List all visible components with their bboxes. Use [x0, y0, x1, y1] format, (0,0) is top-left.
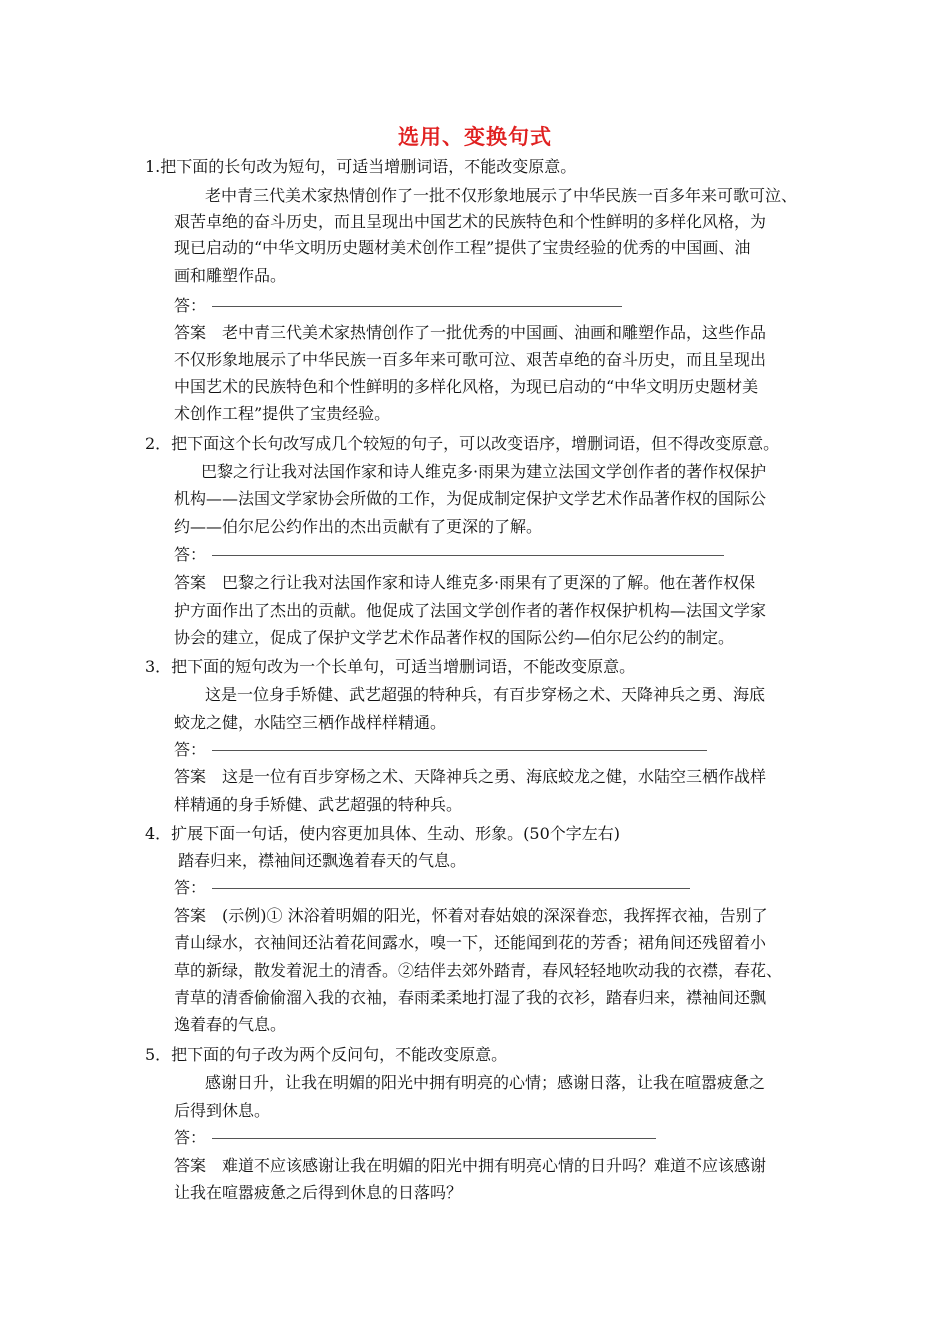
answer-blank-line[interactable]: [212, 1138, 656, 1139]
question-5-answer-line: 让我在喧嚣疲惫之后得到休息的日落吗？: [174, 1183, 463, 1202]
question-2-answer-line: 护方面作出了杰出的贡献。他促成了法国文学创作者的著作权保护机构—法国文学家: [174, 601, 767, 620]
question-2-answer-field[interactable]: [174, 545, 724, 565]
answer-prompt: 答：: [174, 296, 207, 315]
question-5-text-line: 感谢日升，让我在明媚的阳光中拥有明亮的心情；感谢日落，让我在喧嚣疲惫之: [205, 1073, 766, 1092]
question-1-text-line: 现已启动的“中华文明历史题材美术创作工程”提供了宝贵经验的优秀的中国画、油: [174, 238, 751, 257]
question-1-text-line: 老中青三代美术家热情创作了一批不仅形象地展示了中华民族一百多年来可歌可泣、: [205, 186, 798, 205]
question-4-answer-line: 答案 (示例)① 沐浴着明媚的阳光，怀着对春姑娘的深深眷恋，我挥挥衣袖，告别了: [174, 906, 768, 925]
answer-prompt: 答：: [174, 1128, 207, 1147]
question-1-text-line: 画和雕塑作品。: [174, 266, 287, 285]
question-5-stem: 5．把下面的句子改为两个反问句，不能改变原意。: [145, 1045, 508, 1064]
question-1-answer-line: 不仅形象地展示了中华民族一百多年来可歌可泣、艰苦卓绝的奋斗历史，而且呈现出: [174, 350, 767, 369]
answer-blank-line[interactable]: [212, 888, 690, 889]
question-1-answer-field[interactable]: [174, 296, 622, 316]
question-2-answer-line: 答案 巴黎之行让我对法国作家和诗人维克多·雨果有了更深的了解。他在著作权保: [174, 573, 756, 592]
question-3-answer-line: 样精通的身手矫健、武艺超强的特种兵。: [174, 795, 463, 814]
answer-prompt: 答：: [174, 878, 207, 897]
question-5-answer-field[interactable]: [174, 1128, 656, 1148]
question-3-text-line: 这是一位身手矫健、武艺超强的特种兵，有百步穿杨之术、天降神兵之勇、海底: [205, 685, 766, 704]
question-2-answer-line: 协会的建立，促成了保护文学艺术作品著作权的国际公约—伯尔尼公约的制定。: [174, 628, 735, 647]
question-1-answer-line: 术创作工程”提供了宝贵经验。: [174, 404, 391, 423]
question-1-stem: 1.把下面的长句改为短句，可适当增删词语，不能改变原意。: [145, 157, 577, 176]
question-4-answer-line: 青草的清香偷偷溜入我的衣袖，春雨柔柔地打湿了我的衣衫，踏春归来，襟袖间还飘: [174, 988, 767, 1007]
question-5-answer-line: 答案 难道不应该感谢让我在明媚的阳光中拥有明亮心情的日升吗？难道不应该感谢: [174, 1156, 767, 1175]
question-4-answer-field[interactable]: [174, 878, 690, 898]
question-2-text-line: 巴黎之行让我对法国作家和诗人维克多·雨果为建立法国文学创作者的著作权保护: [201, 462, 767, 481]
answer-blank-line[interactable]: [212, 750, 707, 751]
question-4-answer-line: 逸着春的气息。: [174, 1015, 287, 1034]
page-title: 选用、变换句式: [398, 124, 552, 149]
question-2-stem: 2．把下面这个长句改写成几个较短的句子，可以改变语序，增删词语，但不得改变原意。: [145, 434, 780, 453]
question-4-text-line: 踏春归来，襟袖间还飘逸着春天的气息。: [178, 851, 467, 870]
question-2-text-line: 约——伯尔尼公约作出的杰出贡献有了更深的了解。: [174, 517, 543, 536]
question-4-answer-line: 草的新绿，散发着泥土的清香。②结伴去郊外踏青，春风轻轻地吹动我的衣襟，春花、: [174, 961, 783, 980]
question-1-answer-line: 中国艺术的民族特色和个性鲜明的多样化风格，为现已启动的“中华文明历史题材美: [174, 377, 759, 396]
question-2-text-line: 机构——法国文学家协会所做的工作，为促成制定保护文学艺术作品著作权的国际公: [174, 489, 767, 508]
question-1-answer-line: 答案 老中青三代美术家热情创作了一批优秀的中国画、油画和雕塑作品，这些作品: [174, 323, 767, 342]
question-3-stem: 3．把下面的短句改为一个长单句，可适当增删词语，不能改变原意。: [145, 657, 636, 676]
answer-blank-line[interactable]: [212, 306, 622, 307]
question-3-answer-line: 答案 这是一位有百步穿杨之术、天降神兵之勇、海底蛟龙之健，水陆空三栖作战样: [174, 767, 767, 786]
question-5-text-line: 后得到休息。: [174, 1101, 271, 1120]
answer-prompt: 答：: [174, 740, 207, 759]
question-4-answer-line: 青山绿水，衣袖间还沾着花间露水，嗅一下，还能闻到花的芳香；裙角间还残留着小: [174, 933, 767, 952]
question-3-answer-field[interactable]: [174, 740, 707, 760]
question-3-text-line: 蛟龙之健，水陆空三栖作战样样精通。: [174, 713, 447, 732]
answer-blank-line[interactable]: [212, 555, 724, 556]
answer-prompt: 答：: [174, 545, 207, 564]
question-4-stem: 4．扩展下面一句话，使内容更加具体、生动、形象。(50个字左右): [145, 824, 621, 843]
question-1-text-line: 艰苦卓绝的奋斗历史，而且呈现出中国艺术的民族特色和个性鲜明的多样化风格，为: [174, 212, 767, 231]
